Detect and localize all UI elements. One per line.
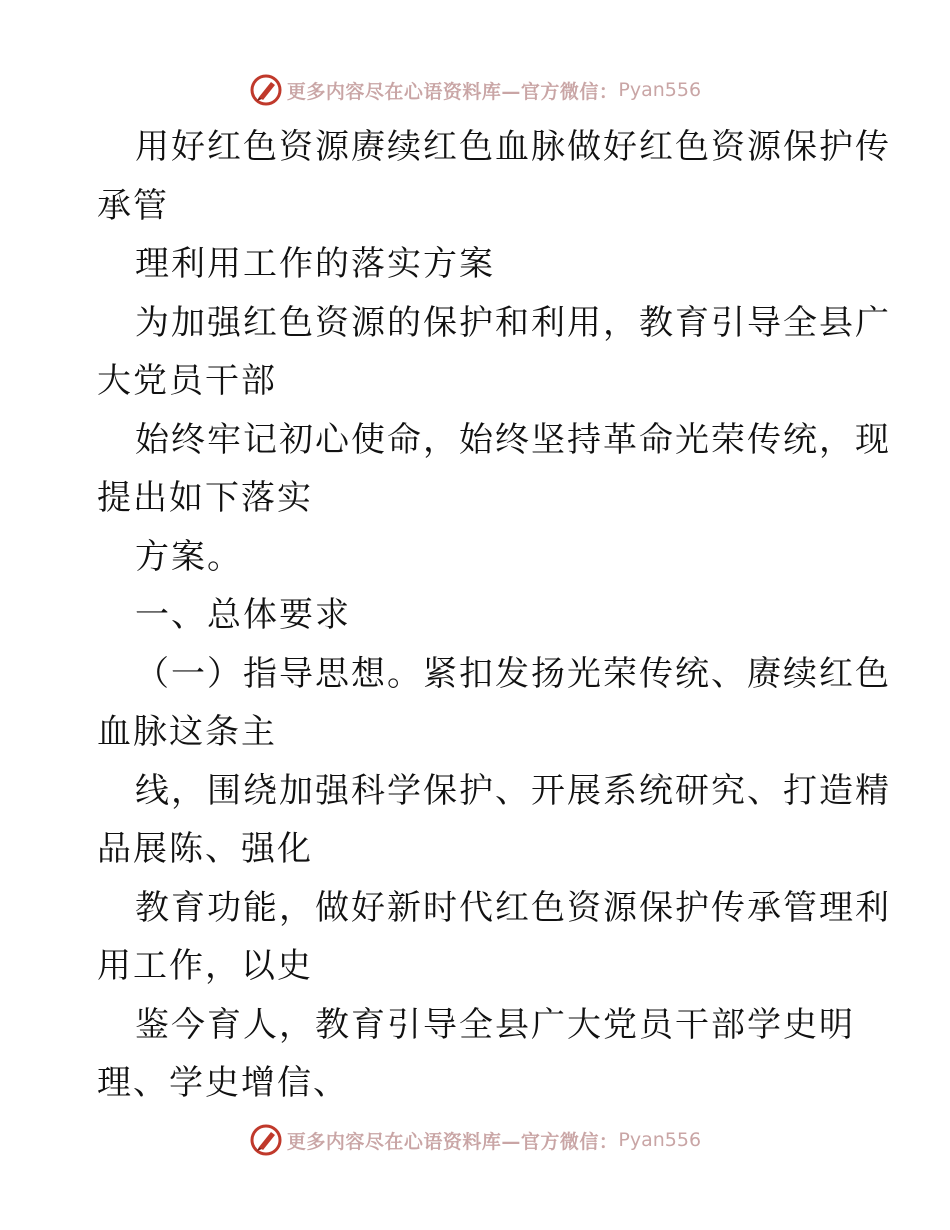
paragraph-line: 品展陈、强化 [97,829,313,869]
pen-logo-icon [249,1123,283,1157]
paragraph-line: 鉴今育人，教育引导全县广大党员干部学史明 [135,1004,855,1045]
section-heading: 一、总体要求 [135,595,351,635]
header-banner [0,70,950,110]
banner-wechat-id: Pyan556 [618,1129,702,1151]
banner-wechat-id: Pyan556 [618,79,702,101]
banner-site-text: 更多内容尽在心语资料库—官方微信： [286,80,619,103]
paragraph-line: 为加强红色资源的保护和利用，教育引导全县广 [135,302,891,343]
paragraph-line: 理、学史增信、 [97,1063,349,1103]
paragraph-line: 线，围绕加强科学保护、开展系统研究、打造精 [135,770,891,811]
paragraph-line: 始终牢记初心使命，始终坚持革命光荣传统，现 [135,419,891,460]
paragraph-line: 血脉这条主 [97,712,277,752]
paragraph-line: （一）指导思想。紧扣发扬光荣传统、赓续红色 [135,653,891,694]
banner-site-text: 更多内容尽在心语资料库—官方微信： [286,1130,619,1153]
paragraph-line: 方案。 [135,536,243,577]
title-line-3: 理利用工作的落实方案 [135,244,495,284]
document-body [97,118,891,1113]
pen-logo-icon [249,73,283,107]
title-line-1: 用好红色资源赓续红色血脉做好红色资源保护传 [135,127,891,167]
paragraph-line: 大党员干部 [97,361,277,401]
paragraph-line: 提出如下落实 [97,478,313,518]
paragraph-line: 用工作，以史 [97,946,313,986]
title-line-2: 承管 [97,185,169,226]
paragraph-line: 教育功能，做好新时代红色资源保护传承管理利 [135,887,891,928]
footer-banner [0,1120,950,1160]
